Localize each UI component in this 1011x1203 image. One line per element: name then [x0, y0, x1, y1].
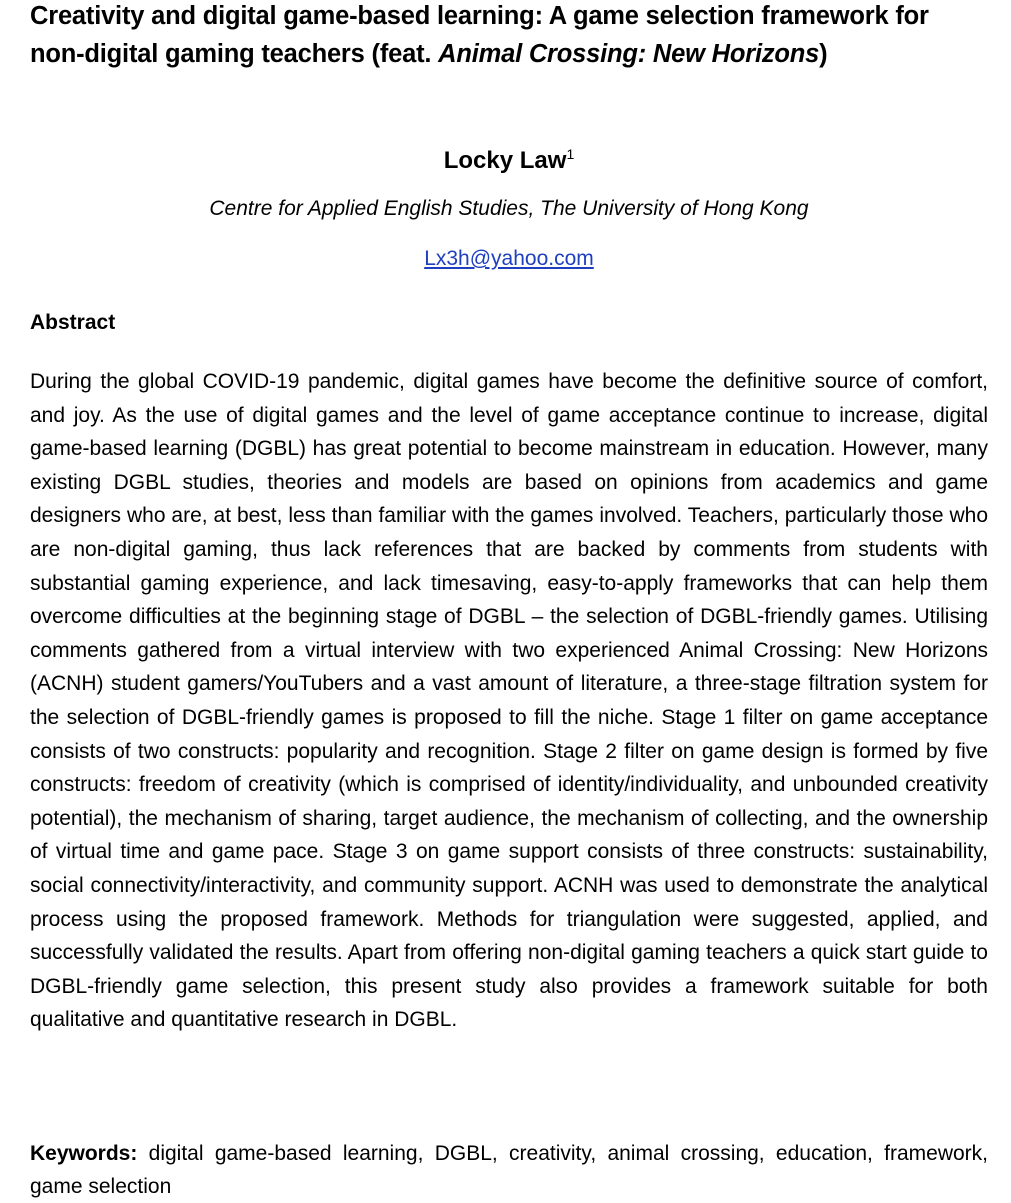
author-name-text: Locky Law — [443, 147, 567, 174]
author-block — [30, 143, 988, 275]
paper-title — [30, 0, 988, 73]
keywords-label: Keywords: — [30, 1142, 138, 1165]
author-name — [30, 143, 988, 179]
author-superscript: 1 — [566, 146, 575, 162]
keywords-paragraph — [30, 1137, 988, 1203]
abstract-body: During the global COVID-19 pandemic, digital games have become the definitive source of comfort, and joy. As the use of digital games and the level of game acceptance continue to increase, digital game-based learning (DGBL) has great potential to become mainstream in education. However, many existing DGBL studies, theories and models are based on opinions from academics and game designers who are, at best, less than familiar with the games involved. Teachers, particularly those who are non-digital gaming, thus lack references that are backed by comments from students with substantial gaming experience, and lack timesaving, easy-to-apply frameworks that can help them overcome difficulties at the beginning stage of DGBL – the selection of DGBL-friendly games. Utilising comments gathered from a virtual interview with two experienced Animal Crossing: New Horizons (ACNH) student gamers/YouTubers and a vast amount of literature, a three-stage filtration system for the selection of DGBL-friendly games is proposed to fill the niche. Stage 1 filter on game acceptance consists of two constructs: popularity and recognition. Stage 2 filter on game design is formed by five constructs: freedom of creativity (which is comprised of identity/individuality, and unbounded creativity potential), the mechanism of sharing, target audience, the mechanism of collecting, and the ownership of virtual time and game pace. Stage 3 on game support consists of three constructs: sustainability, social connectivity/interactivity, and community support. ACNH was used to demonstrate the analytical process using the proposed framework. Methods for triangulation were suggested, applied, and successfully validated the results. Apart from offering non-digital gaming teachers a quick start guide to DGBL-friendly game selection, this present study also provides a framework suitable for both qualitative and quantitative research in DGBL. — [30, 370, 988, 1032]
title-main-text: Creativity and digital game-based learning: A game selection framework for non-digital gaming teachers (feat. — [30, 2, 929, 68]
abstract-heading: Abstract — [30, 311, 116, 334]
author-affiliation: Centre for Applied English Studies, The University of Hong Kong — [209, 197, 809, 220]
author-email — [30, 243, 988, 275]
title-italic-text: Animal Crossing: New Horizons — [438, 40, 820, 68]
keywords-text: digital game-based learning, DGBL, creativity, animal crossing, education, framework, game selection — [30, 1142, 988, 1198]
title-end-text: ) — [819, 40, 828, 68]
paper-page — [30, 0, 988, 1198]
email-link[interactable]: Lx3h@yahoo.com — [424, 247, 594, 270]
